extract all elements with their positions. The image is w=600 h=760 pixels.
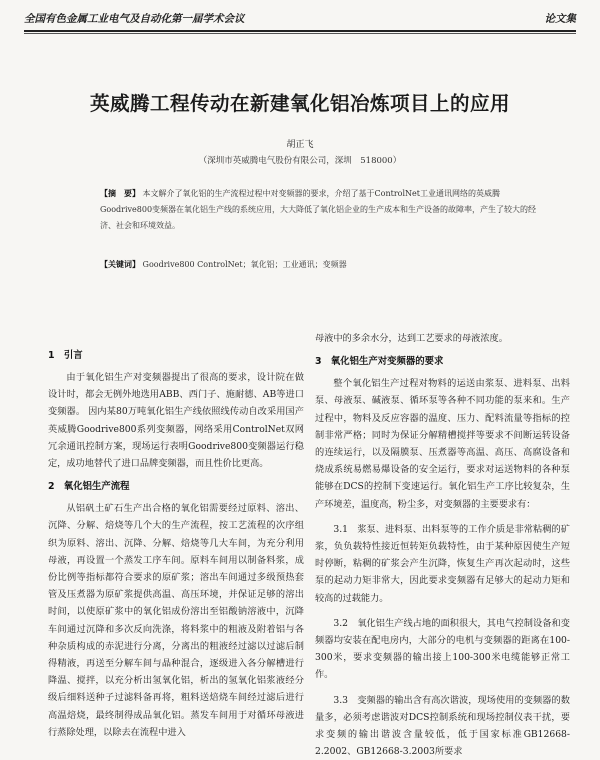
keywords-text: Goodrive800 ControlNet；氧化铝；工业通讯；变频器 [142,260,347,269]
keywords [100,258,540,272]
section-1-paragraph: 由于氧化铝生产对变频器提出了很高的要求，设计院在做设计时，都会无例外地选用ABB、西门子、施耐德、AB等进口变频器。 因内某80万吨氧化铝生产线依照线传动自改采用国产英威腾Goodrive800系列变频器，网络采用ControlNet双网冗余通讯控制方案，现场运行表明Goodrive800变频器运行稳定，成功地替代了进口品牌变频器，而且性价比更高。 [48,372,304,470]
abstract [100,186,540,234]
abstract-tag: 【摘 要】 [100,189,140,198]
affiliation: （深圳市英威腾电气股份有限公司，深圳 518000） [198,156,402,166]
running-header [24,8,576,28]
paper-title: 英威腾工程传动在新建氧化铝冶炼项目上的应用 [89,92,510,115]
section-3-paragraph: 整个氧化铝生产过程对物料的运送由浆泵、进料泵、出料泵、母液泵、碱液泵、循环泵等各种不同功能的泵来和。生产过程中，物料及反应容器的温度、压力、配料流量等指标的控制非常严格；同时为保证分解精槽搅拌等要求不间断运转设备的连续运行，以及隔膜泵、压煮器等高温、高压、高腐设备和烧成系统易燃易爆设备的安全运行，要求对运送物料的各种泵能够在DCS的控制下变速运行。氧化铝生产工序比较复杂，生产环境差，温度高，粉尘多，对变频器的主要要求有： [315,378,570,510]
section-3-heading: 3 氧化铝生产对变频器的要求 [315,356,444,368]
section-3-1-paragraph: 3.1 浆泵、进料泵、出料泵等的工作介质是非常粘稠的矿浆，负负载特性接近恒转矩负载特性，由于某种原因使生产短时停断，粘稠的矿浆会产生沉降，恢复生产再次起动时，这些泵的起动力矩非常大，因此要求变频器有足够大的起动力矩和较高的过载能力。 [315,523,570,604]
section-1-heading: 1 引言 [48,350,83,361]
abstract-text: 本文解介了氧化铝的生产流程过程中对变频器的要求，介绍了基于ControlNet工业通讯网络的英威腾Goodrive800变频器在氧化铝生产线的系统应用，大大降低了氧化铝企业的生产成本和生产设备的故障率，产生了较大的经济、社会和环境效益。 [100,189,537,230]
section-2-paragraph: 从铝矾土矿石生产出合格的氧化铝需要经过原料、溶出、沉降、分解、焙烧等几个大的生产流程，按工艺流程的次序组织为原料、溶出、沉降、分解、焙烧等几大车间，为充分利用母液，再设置一个蒸发工序车间。原料车间用以制备料浆，成份比例等指标都符合要求的原矿浆；溶出车间通过多级预热套管及压煮器为原矿浆提供高温、高压环境，并保证足够的溶出时间，以使原矿浆中的氧化铝成份溶出至铝酸钠溶液中，沉降车间通过沉降和多次反向洗涤，将料浆中的粗液及附着铝与各种杂质构成的赤泥进行分离，分离出的粗液经过滤以过滤后制得精液，再送至分解车间与晶种混合，逐级进入各分解槽进行降温、搅拌，以充分析出氢氧化铝，析出的氢氧化铝浆液经分级后细料送种子过滤料备再将，粗料送焙烧车间经过滤后进行高温焙烧，最终制得成品氧化铝。蒸发车间用于对循环母液进行蒸除处理，以除去在流程中进入 [48,503,304,738]
journal-name: 全国有色金属工业电气及自动化第一届学术会议 [24,12,245,25]
section-3-3-paragraph: 3.3 变频器的输出含有高次谐波，现场使用的变频器的数量多，必须考虑谐波对DCS控制系统和现场控制仪表干扰，要求变频的输出谐波含量较低，低于国家标准GB12668-2.2002、GB12668-3.2003所要求 [315,694,570,758]
keywords-tag: 【关键词】 [100,260,140,269]
right-column [315,330,570,760]
author: 胡正飞 [286,140,314,150]
section-2-heading: 2 氧化铝生产流程 [48,481,130,493]
header-rule-thin [24,33,576,34]
left-column [48,341,304,741]
section-label: 论文集 [544,12,576,25]
continued-paragraph: 母液中的多余水分，达到工艺要求的母液浓度。 [315,333,508,344]
section-3-2-paragraph: 3.2 氧化铝生产线占地的面积很大，其电气控制设备和变频器均安装在配电房内，大部分的电机与变频器的距离在100-300米，要求变频器的输出接上100-300米电缆能够正常工作。 [315,617,570,681]
header-rule [24,30,576,32]
